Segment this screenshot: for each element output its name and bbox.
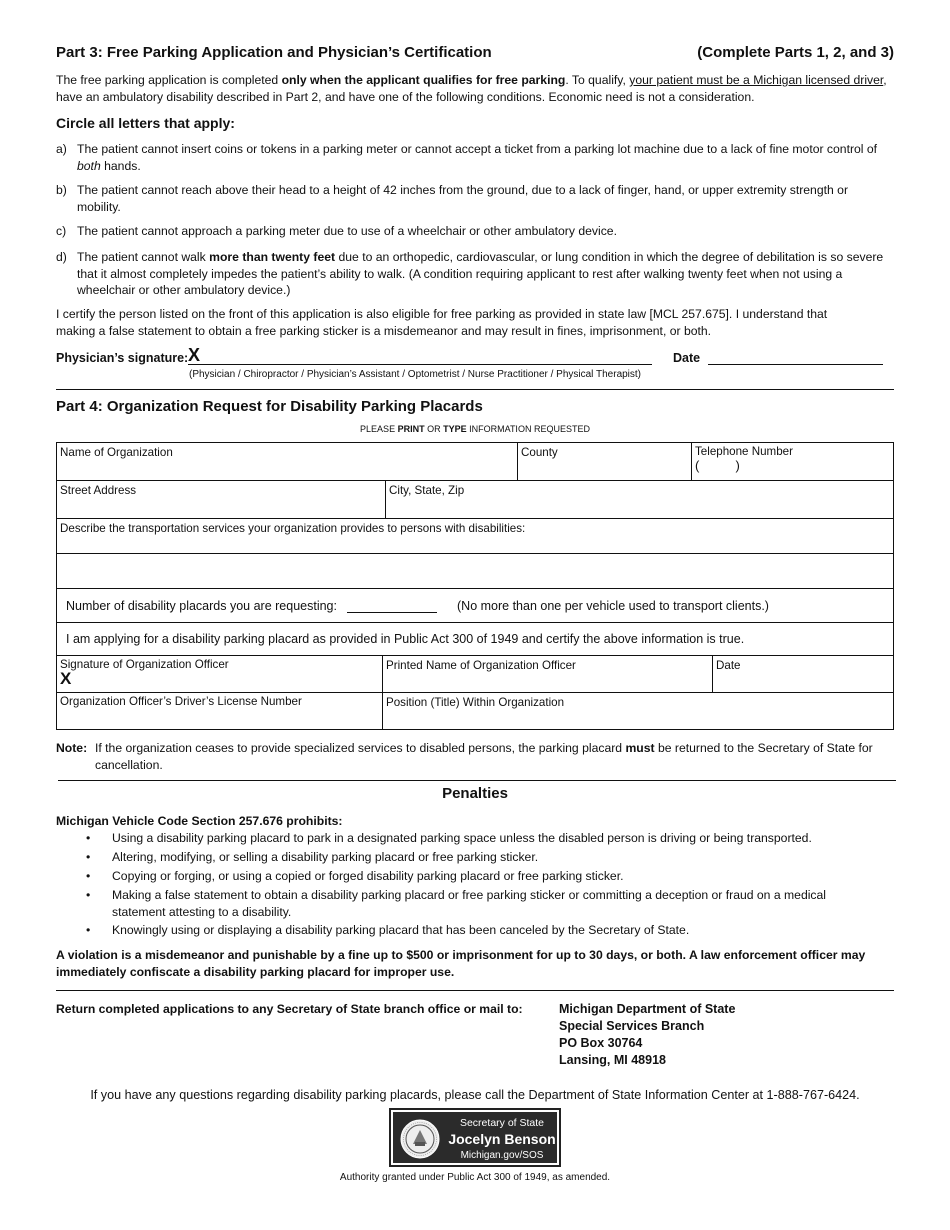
telephone-area-code-parens: ( ) (695, 458, 740, 473)
section-divider (58, 780, 896, 781)
table-rule (57, 553, 893, 554)
placards-count-label: Number of disability placards you are requesting: (66, 599, 337, 613)
table-rule (57, 655, 893, 656)
note-line: If the organization ceases to provide specialized services to disabled persons, the parking placard (95, 741, 626, 755)
county-label: County (521, 446, 558, 459)
item-text: The patient cannot insert coins or tokens in a parking meter or cannot accept a ticket from a parking lot machine due to a lack of fine motor control of (77, 142, 878, 156)
printed-name-label: Printed Name of Organization Officer (386, 659, 576, 672)
table-rule (691, 443, 692, 480)
city-state-zip-label: City, State, Zip (389, 484, 465, 497)
transportation-services-continued[interactable] (60, 556, 888, 586)
item-text: hands. (100, 158, 141, 173)
part4-title: Part 4: Organization Request for Disability Parking Placards (56, 398, 483, 415)
officer-signature-label: Signature of Organization Officer (60, 658, 229, 671)
item-letter: b) (56, 183, 67, 197)
instruction-text: INFORMATION REQUESTED (466, 424, 590, 434)
signature-x-mark: X (188, 345, 201, 365)
penalty-line: Making a false statement to obtain a disability parking placard or free parking sticker or committing a deception or fraud on a medical (112, 888, 827, 902)
print-instruction (56, 424, 894, 434)
return-instructions: Return completed applications to any Secretary of State branch office or mail to: (56, 1002, 523, 1016)
intro-text: . To qualify, (565, 73, 630, 87)
transportation-services-field[interactable] (60, 522, 888, 552)
circle-heading: Circle all letters that apply: (56, 115, 235, 131)
item-letter: a) (56, 142, 67, 156)
officer-date-label: Date (716, 659, 741, 672)
physician-date-field[interactable] (708, 349, 883, 365)
item-text: due to an orthopedic, cardiovascular, or lung condition in which the degree of debilitation is so severe (335, 250, 884, 264)
table-rule (57, 518, 893, 519)
item-text: wheelchair or other ambulatory device.) (77, 283, 291, 297)
telephone-field[interactable] (695, 445, 890, 479)
violation-line: A violation is a misdemeanor and punishable by a fine up to $500 or imprisonment for up to 30 days, or both. A law enforcement officer may (56, 948, 866, 962)
certify-line: I certify the person listed on the front of this application is also eligible for free parking as provided in state law [MCL 257.675]. I understand that (56, 307, 828, 321)
table-rule (517, 443, 518, 480)
violation-statement (56, 947, 894, 980)
item-text: mobility. (77, 199, 121, 214)
placards-count-field[interactable] (347, 600, 437, 613)
intro-line2: have an ambulatory disability described in Part 2, and have one of the following conditions. Economic need is not a consideration. (56, 89, 755, 104)
vehicle-code-heading: Michigan Vehicle Code Section 257.676 prohibits: (56, 814, 343, 828)
organization-request-table (56, 442, 894, 730)
part3-title: Part 3: Free Parking Application and Physician’s Certification (56, 44, 492, 61)
note-bold: must (625, 741, 655, 755)
placards-count-note: (No more than one per vehicle used to transport clients.) (457, 599, 769, 613)
table-rule (385, 480, 386, 518)
penalty-text: Altering, modifying, or selling a disability parking placard or free parking sticker. (112, 850, 539, 864)
table-rule (382, 655, 383, 729)
authority-statement: Authority granted under Public Act 300 of 1949, as amended. (339, 1172, 611, 1183)
printed-name-field[interactable] (386, 659, 710, 691)
item-letter: c) (56, 224, 67, 238)
table-rule (57, 588, 893, 589)
michigan-seal-icon (399, 1118, 441, 1160)
certify-line: making a false statement to obtain a free parking sticker is a misdemeanor and may result in fines, imprisonment, or both. (56, 323, 712, 338)
item-text: The patient cannot reach above their head to a height of 42 inches from the ground, due to a lack of finger, hand, or upper extremity strength or (77, 183, 849, 197)
street-address-label: Street Address (60, 484, 137, 497)
section-divider (56, 389, 894, 390)
penalty-text: Using a disability parking placard to park in a designated parking space unless the disabled person is driving or being transported. (112, 831, 812, 845)
instruction-bold: TYPE (443, 424, 467, 434)
logo-website: Michigan.gov/SOS (460, 1150, 544, 1161)
signature-x-mark: X (60, 669, 72, 688)
intro-text: , (883, 73, 887, 87)
county-field[interactable] (521, 446, 689, 479)
applying-certification: I am applying for a disability parking placard as provided in Public Act 300 of 1949 and certify the above information is true. (66, 632, 745, 646)
penalties-title: Penalties (442, 785, 508, 802)
note-line: be returned to the Secretary of State for (654, 741, 873, 755)
bullet-dot: • (86, 831, 91, 845)
drivers-license-label: Organization Officer’s Driver’s License Number (60, 695, 302, 708)
part3-complete-note: (Complete Parts 1, 2, and 3) (697, 44, 894, 61)
address-line: PO Box 30764 (559, 1036, 643, 1050)
item-text: The patient cannot approach a parking meter due to use of a wheelchair or other ambulatory device. (77, 224, 617, 238)
physician-date-label: Date (673, 351, 701, 365)
organization-name-field[interactable] (60, 446, 515, 479)
logo-name: Jocelyn Benson (448, 1131, 556, 1147)
bullet-dot: • (86, 869, 91, 883)
address-line: Michigan Department of State (559, 1002, 736, 1016)
penalty-text: Copying or forging, or using a copied or forged disability parking placard or free parking sticker. (112, 869, 624, 883)
city-state-zip-field[interactable] (389, 484, 889, 517)
violation-line: immediately confiscate a disability parking placard for improper use. (56, 964, 455, 979)
telephone-label: Telephone Number (695, 445, 793, 458)
street-address-field[interactable] (60, 484, 382, 517)
transportation-services-label: Describe the transportation services your organization provides to persons with disabilities: (60, 522, 526, 535)
instruction-bold: PRINT (397, 424, 425, 434)
item-text: The patient cannot walk (77, 250, 210, 264)
note-text (95, 740, 894, 773)
secretary-of-state-logo (389, 1108, 561, 1167)
instruction-text: OR (424, 424, 444, 434)
intro-text: The free parking application is completed (56, 73, 282, 87)
address-line: Lansing, MI 48918 (559, 1053, 666, 1067)
item-text-italic: both (77, 158, 101, 173)
penalty-line: statement attesting to a disability. (112, 904, 292, 919)
table-rule (712, 655, 713, 692)
questions-contact: If you have any questions regarding disability parking placards, please call the Department of State Information Center at 1-888-767-6424. (90, 1088, 860, 1102)
position-title-field[interactable] (386, 696, 890, 728)
signature-credentials-note: (Physician / Chiropractor / Physician’s Assistant / Optometrist / Nurse Practitioner / Physical Therapist) (189, 369, 642, 380)
instruction-text: PLEASE (360, 424, 398, 434)
bullet-dot: • (86, 923, 91, 937)
item-text-bold: more than twenty feet (209, 250, 336, 264)
part3-intro (56, 72, 894, 105)
drivers-license-field[interactable] (60, 695, 380, 728)
item-letter: d) (56, 250, 67, 264)
item-text: that it almost completely impedes the patient’s ability to walk. (A condition requiring applicant to rest after walking twenty feet when not using a (77, 266, 843, 281)
penalty-text: Knowingly using or displaying a disability parking placard that has been canceled by the Secretary of State. (112, 923, 690, 937)
officer-date-field[interactable] (716, 659, 890, 691)
section-divider (56, 990, 894, 991)
organization-name-label: Name of Organization (60, 446, 173, 459)
physician-signature-label: Physician’s signature: (56, 351, 189, 365)
certification-text (56, 306, 894, 339)
mailing-address (559, 1001, 735, 1069)
logo-title: Secretary of State (459, 1117, 545, 1129)
table-rule (57, 622, 893, 623)
note-label: Note: (56, 741, 88, 755)
intro-bold: only when the applicant qualifies for free parking (281, 73, 566, 87)
penalty-text (112, 887, 872, 920)
address-line: Special Services Branch (559, 1019, 705, 1033)
note-line: cancellation. (95, 757, 163, 772)
table-rule (57, 692, 893, 693)
intro-underline: your patient must be a Michigan licensed driver (629, 73, 884, 87)
physician-signature-field[interactable] (188, 349, 652, 365)
position-title-label: Position (Title) Within Organization (386, 696, 565, 709)
bullet-dot: • (86, 888, 91, 902)
officer-signature-field[interactable] (60, 658, 380, 691)
bullet-dot: • (86, 850, 91, 864)
table-rule (57, 480, 893, 481)
